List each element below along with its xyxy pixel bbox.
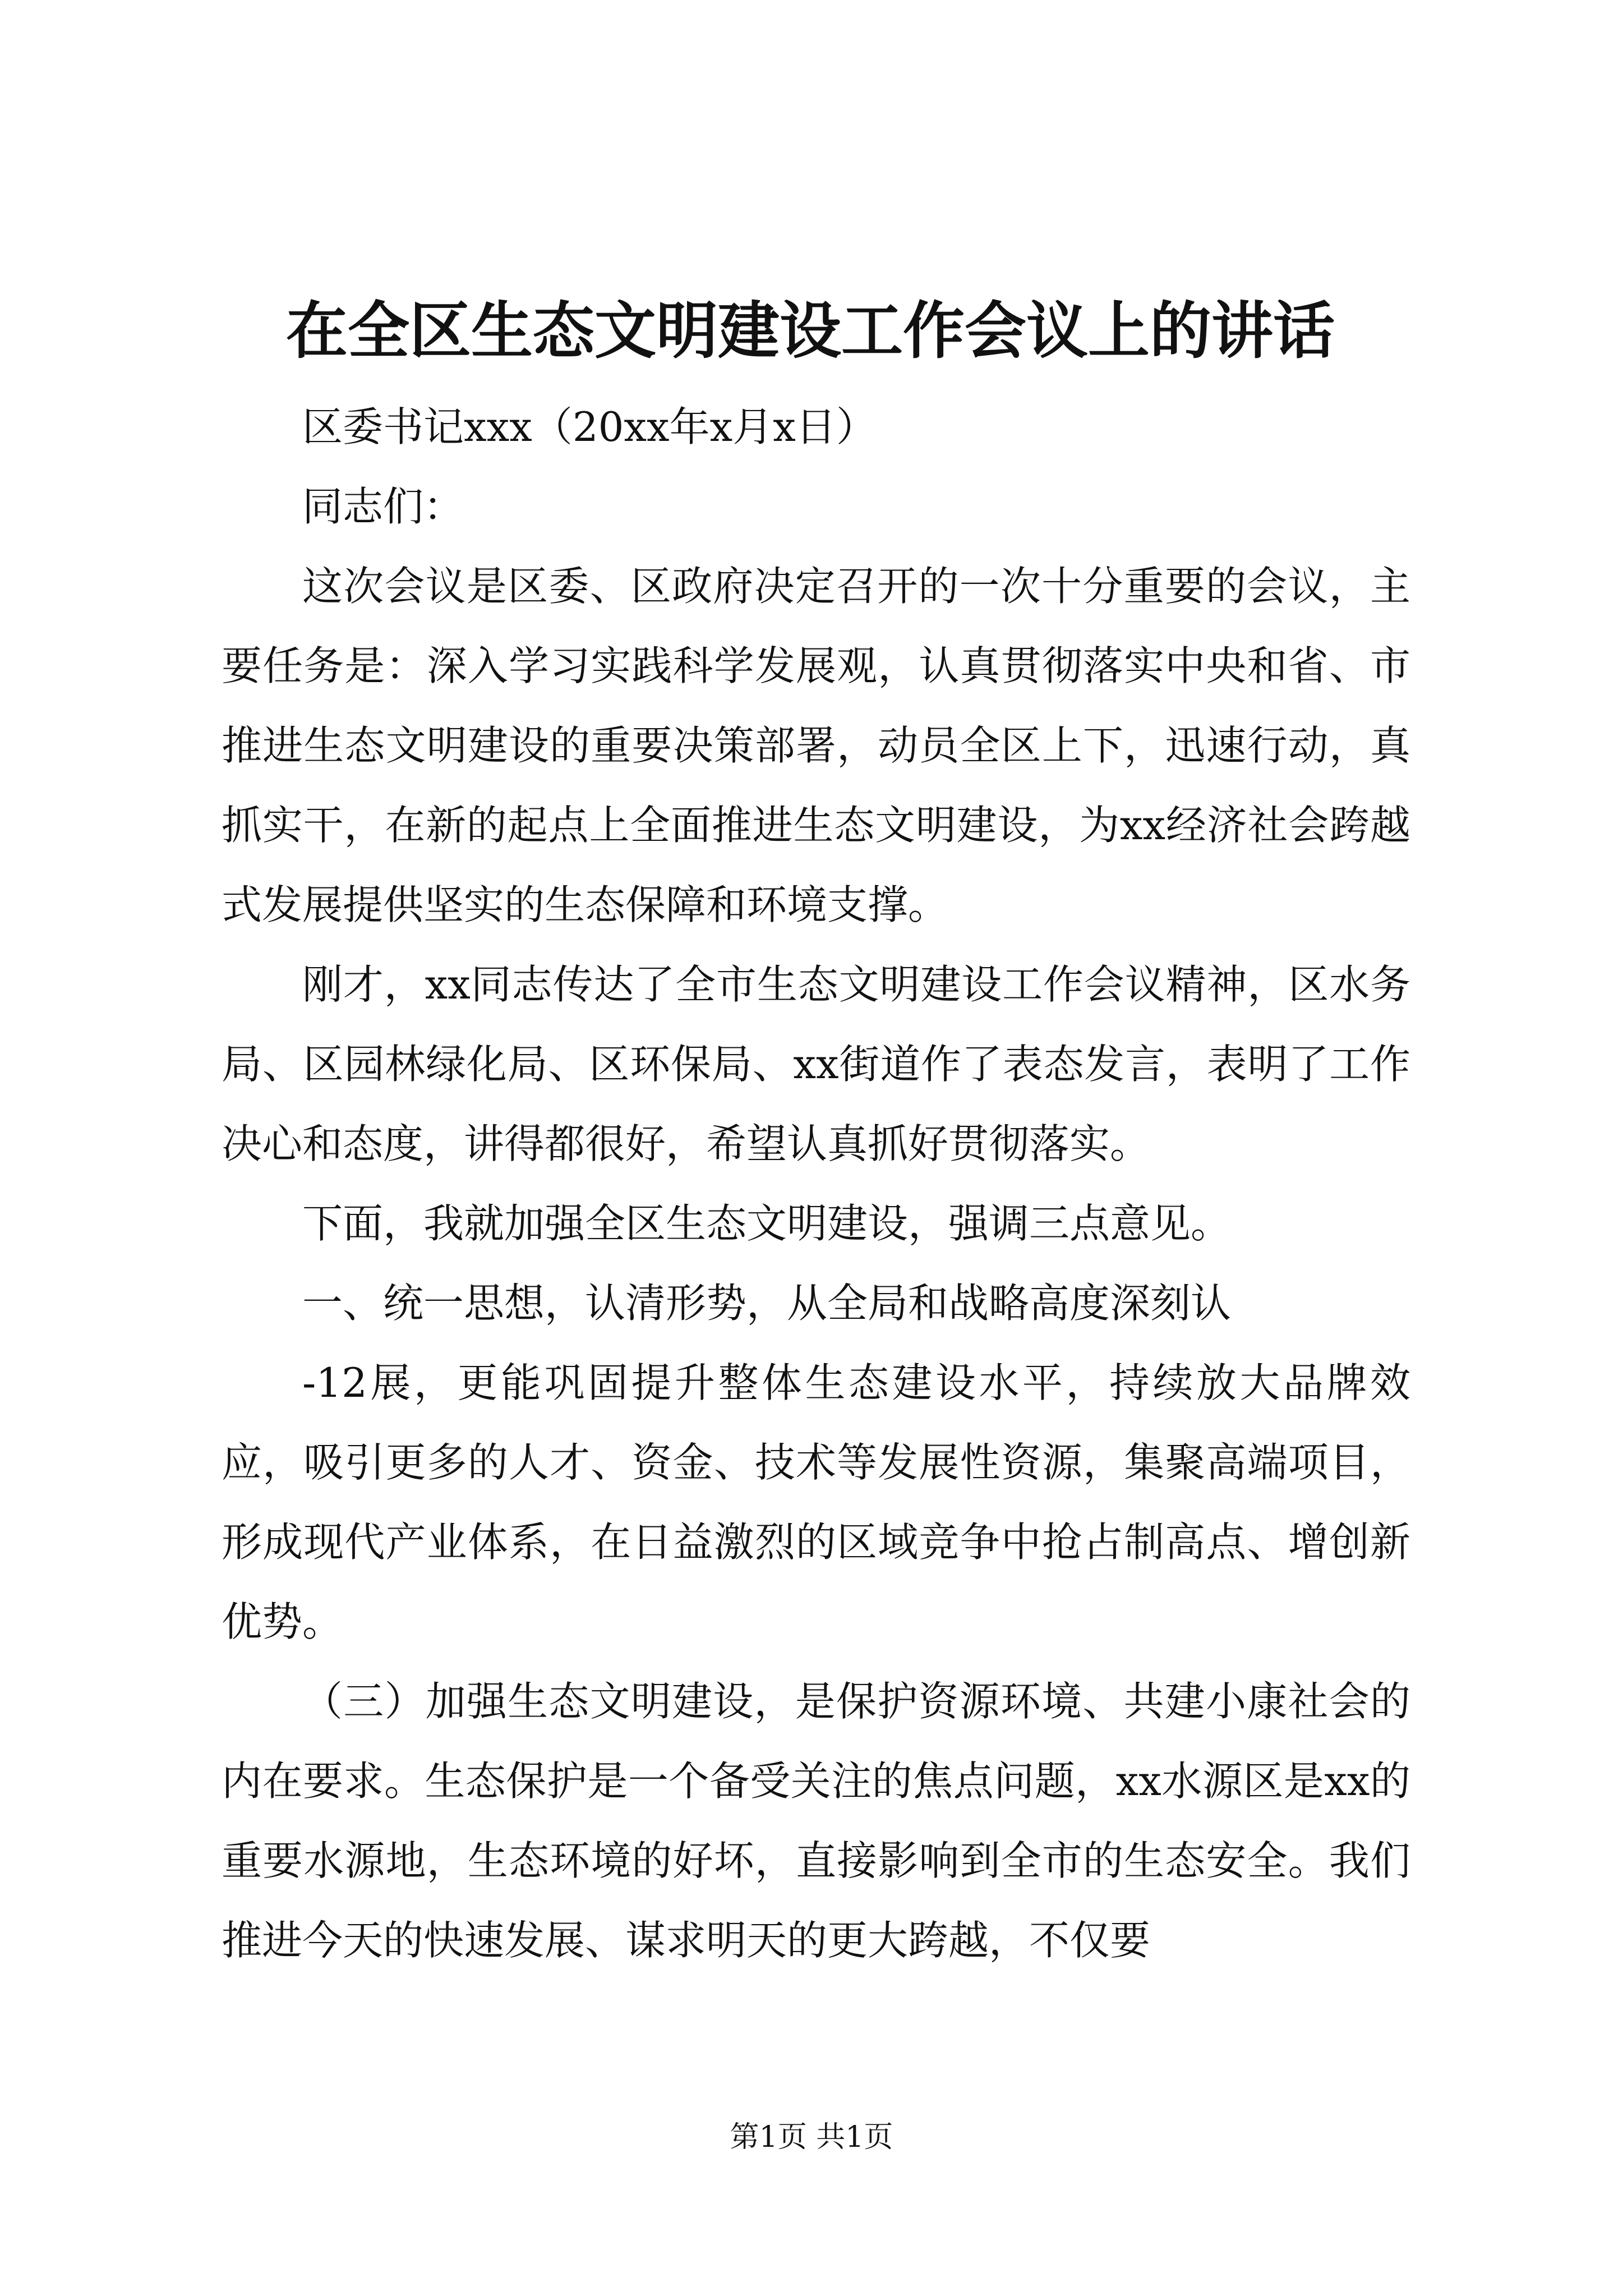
paragraph-speeches-summary: 刚才，xx同志传达了全市生态文明建设工作会议精神，区水务局、区园林绿化局、区环保局、xx街道作了表态发言，表明了工作决心和态度，讲得都很好，希望认真抓好贯彻落实。 <box>222 961 1410 1167</box>
paragraph-meeting-purpose: 这次会议是区委、区政府决定召开的一次十分重要的会议，主要任务是：深入学习实践科学发展观，认真贯彻落实中央和省、市推进生态文明建设的重要决策部署，动员全区上下，迅速行动，真抓实干，在新的起点上全面推进生态文明建设，为xx经济社会跨越式发展提供坚实的生态保障和环境支撑。 <box>222 563 1410 928</box>
page-footer: 第1页 共1页 <box>730 2120 893 2154</box>
paragraph-section-three: （三）加强生态文明建设，是保护资源环境、共建小康社会的内在要求。生态保护是一个备受关注的焦点问题，xx水源区是xx的重要水源地，生态环境的好坏，直接影响到全市的生态安全。我们推进今天的快速发展、谋求明天的更大跨越，不仅要 <box>222 1678 1410 1964</box>
paragraph-author-date: 区委书记xxx（20xx年x月x日） <box>302 403 877 450</box>
paragraph-salutation: 同志们： <box>302 483 464 530</box>
document-body <box>222 387 1410 1980</box>
document-title: 在全区生态文明建设工作会议上的讲话 <box>286 295 1335 367</box>
paragraph-three-points: 下面，我就加强全区生态文明建设，强调三点意见。 <box>302 1200 1232 1247</box>
paragraph-development: -12展，更能巩固提升整体生态建设水平，持续放大品牌效应，吸引更多的人才、资金、技术等发展性资源，集聚高端项目，形成现代产业体系，在日益激烈的区域竞争中抢占制高点、增创新优势。 <box>222 1359 1410 1645</box>
paragraph-section-one-heading: 一、统一思想，认清形势，从全局和战略高度深刻认 <box>302 1280 1232 1327</box>
